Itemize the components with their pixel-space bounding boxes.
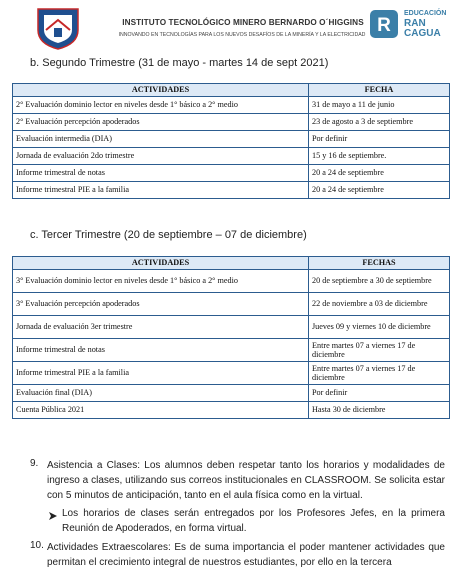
third-trimester-table — [12, 256, 450, 419]
table-row — [13, 165, 450, 182]
date-cell: Por definir — [309, 131, 450, 148]
institution-tagline: INNOVANDO EN TECNOLOGÍAS PARA LOS NUEVOS DESAFÍOS DE LA MINERÍA Y LA ELECTRICIDAD — [118, 32, 366, 38]
table-row — [13, 385, 450, 402]
date-cell: 20 a 24 de septiembre — [309, 182, 450, 199]
date-cell: 20 de septiembre a 30 de septiembre — [309, 270, 450, 293]
column-header-date: FECHA — [309, 84, 450, 97]
date-cell: 15 y 16 de septiembre. — [309, 148, 450, 165]
table-row — [13, 339, 450, 362]
item-9-paragraph: Asistencia a Clases: Los alumnos deben respetar tanto los horarios y modalidades de ingreso a clases, utilizando sus correos institucionales en CLASSROOM. Se solicita estar con 5 minutos de anticipación, tanto en el aula física como en la virtual. — [47, 460, 445, 501]
column-header-activities: ACTIVIDADES — [13, 84, 309, 97]
activity-cell: Jornada de evaluación 2do trimestre — [13, 148, 309, 165]
section-c-heading: c. Tercer Trimestre (20 de septiembre – 07 de diciembre) — [30, 229, 307, 241]
section-b-heading: b. Segundo Trimestre (31 de mayo - martes 14 de sept 2021) — [30, 57, 329, 69]
date-cell: 22 de noviembre a 03 de diciembre — [309, 293, 450, 316]
activity-cell: Evaluación final (DIA) — [13, 385, 309, 402]
rancagua-education-logo-icon — [370, 10, 398, 38]
activity-cell: Cuenta Pública 2021 — [13, 402, 309, 419]
second-trimester-table — [12, 83, 450, 199]
activity-cell: Informe trimestral de notas — [13, 339, 309, 362]
table-row — [13, 270, 450, 293]
date-cell: Entre martes 07 a viernes 17 de diciembre — [309, 339, 450, 362]
date-cell: 20 a 24 de septiembre — [309, 165, 450, 182]
arrow-bullet-icon — [48, 511, 58, 521]
date-cell: Por definir — [309, 385, 450, 402]
item-9-bullet: Los horarios de clases serán entregados por los Profesores Jefes, en la primera Reunión de Apoderados, en forma virtual. — [62, 508, 445, 534]
activity-cell: 2° Evaluación percepción apoderados — [13, 114, 309, 131]
logo-text-cagua: CAGUA — [404, 28, 441, 39]
date-cell: Hasta 30 de diciembre — [309, 402, 450, 419]
table-row — [13, 316, 450, 339]
table-row — [13, 293, 450, 316]
table-row — [13, 148, 450, 165]
activity-cell: Jornada de evaluación 3er trimestre — [13, 316, 309, 339]
institution-name: INSTITUTO TECNOLÓGICO MINERO BERNARDO O´HIGGINS — [122, 18, 364, 27]
column-header-dates: FECHAS — [309, 257, 450, 270]
table-row — [13, 362, 450, 385]
school-crest-logo — [32, 6, 84, 50]
item-10-paragraph: Actividades Extraescolares: Es de suma importancia el poder mantener actividades que permitan el crecimiento integral de nuestros estudiantes, por ello en la tercera — [47, 542, 445, 568]
table-header-row — [13, 257, 450, 270]
activity-cell: Informe trimestral de notas — [13, 165, 309, 182]
table-row — [13, 402, 450, 419]
date-cell: Entre martes 07 a viernes 17 de diciembre — [309, 362, 450, 385]
activity-cell: 2° Evaluación dominio lector en niveles desde 1° básico a 2° medio — [13, 97, 309, 114]
table-header-row — [13, 84, 450, 97]
table-row — [13, 131, 450, 148]
logo-text-ran: RAN — [404, 18, 426, 29]
activity-cell: 3° Evaluación percepción apoderados — [13, 293, 309, 316]
logo-text-education: EDUCACIÓN — [404, 10, 447, 17]
date-cell: 23 de agosto a 3 de septiembre — [309, 114, 450, 131]
item-10-number: 10. — [30, 540, 44, 551]
activity-cell: Informe trimestral PIE a la familia — [13, 182, 309, 199]
table-row — [13, 114, 450, 131]
date-cell: 31 de mayo a 11 de junio — [309, 97, 450, 114]
svg-text:R: R — [377, 15, 391, 36]
activity-cell: Informe trimestral PIE a la familia — [13, 362, 309, 385]
table-row — [13, 182, 450, 199]
table-row — [13, 97, 450, 114]
column-header-activities: ACTIVIDADES — [13, 257, 309, 270]
activity-cell: Evaluación intermedia (DIA) — [13, 131, 309, 148]
activity-cell: 3° Evaluación dominio lector en niveles desde 1° básico a 2° medio — [13, 270, 309, 293]
date-cell: Jueves 09 y viernes 10 de diciembre — [309, 316, 450, 339]
item-9-number: 9. — [30, 458, 39, 469]
